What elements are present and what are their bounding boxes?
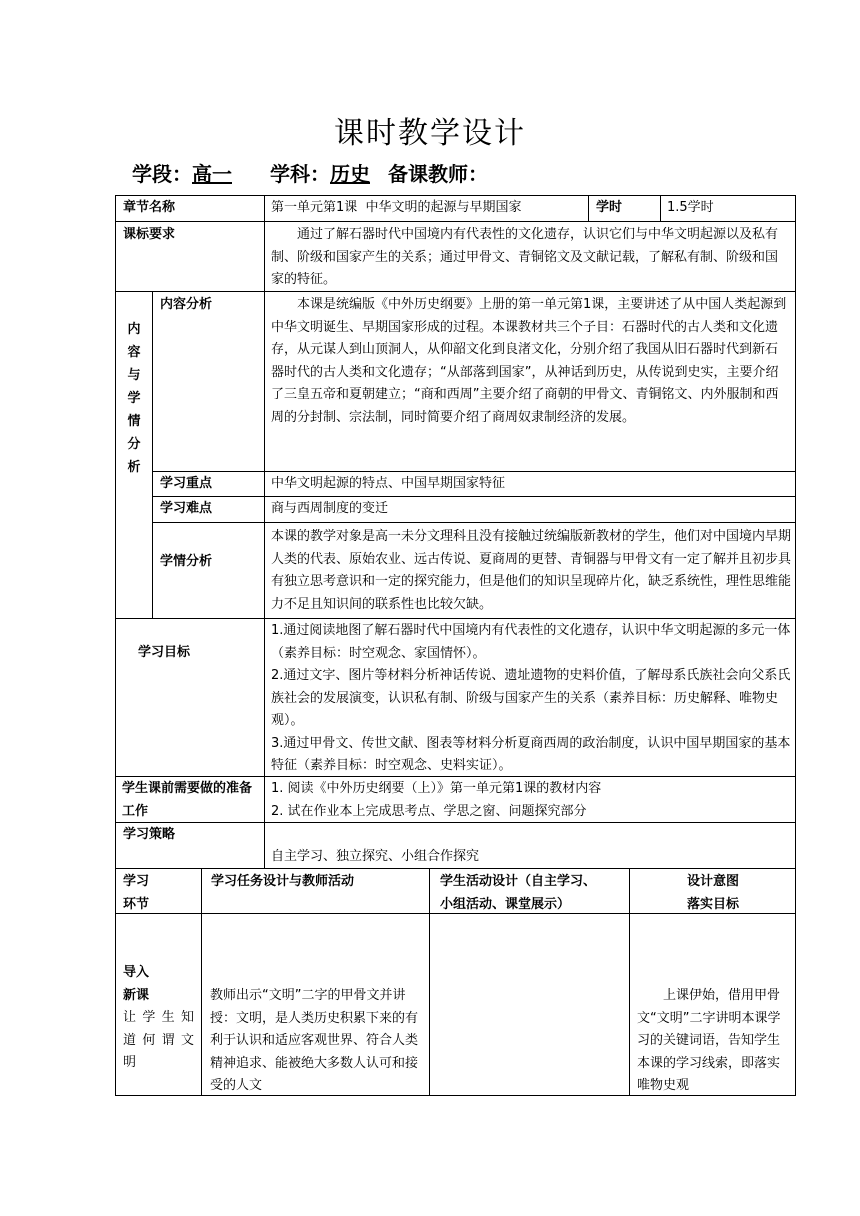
prep-item: 2. 试在作业本上完成思考点、学思之窗、问题探究部分 <box>271 803 587 819</box>
key-points-label: 学习重点 <box>160 476 213 491</box>
period-value: 1.5学时 <box>667 200 714 215</box>
learner-analysis-value: 本课的教学对象是高一未分文理科且没有接触过统编版新教材的学生，他们对中国境内早期人类的代表、原始农业、远古传说、夏商周的更替、青铜器与甲骨文有一定了解并且初步具有独立思考意识和一定的探究能力，但是他们的知识呈现碎片化，缺乏系统性，理性思维能力不足且知识间的联系性也比较欠缺。 <box>271 529 792 612</box>
difficulty-value: 商与西周制度的变迁 <box>271 501 389 516</box>
row1-intent: 上课伊始，借用甲骨文“文明”二字讲明本课学习的关键词语，告知学生本课的学习线索，即落实唯物史观 <box>637 988 781 1093</box>
standard-value: 通过了解石器时代中国境内有代表性的文化遗存，认识它们与中华文明起源以及私有制、阶级和国家产生的关系；通过甲骨文、青铜铭文及文献记载，了解私有制、阶级和国家的特征。 <box>271 227 779 287</box>
difficulty-label: 学习难点 <box>160 501 213 516</box>
chapter-value: 第一单元第1课 中华文明的起源与早期国家 <box>271 200 522 215</box>
content-analysis-label: 内容分析 <box>160 297 213 312</box>
col-header-stage: 学习 环节 <box>123 874 150 912</box>
period-label: 学时 <box>596 200 623 215</box>
page-title: 课时教学设计 <box>334 116 526 151</box>
content-analysis-value: 本课是统编版《中外历史纲要》上册的第一单元第1课，主要讲述了从中国人类起源到中华文明诞生、早期国家形成的过程。本课教材共三个子目：石器时代的古人类和文化遗存，从元谋人到山顶洞人，从仰韶文化到良渚文化，分别介绍了我国从旧石器时代到新石器时代的古人类和文化遗存；“从部落到国家”，从神话到历史，从传说到史实，主要介绍了三皇五帝和夏朝建立；“商和西周”主要介绍了商朝的甲骨文、青铜铭文、内外服制和西周的分封制、宗法制，同时简要介绍了商周奴隶制经济的发展。 <box>271 297 787 425</box>
subject-label: 学科： <box>270 162 330 186</box>
chapter-label: 章节名称 <box>123 200 176 215</box>
row1-stage-title: 导入 新课 <box>123 965 150 1003</box>
goal-item: 1.通过阅读地图了解石器时代中国境内有代表性的文化遗存，认识中华文明起源的多元一体（素养目标：时空观念、家国情怀）。 <box>271 623 791 661</box>
strategy-value: 自主学习、独立探究、小组合作探究 <box>271 849 480 864</box>
header-line <box>132 158 488 187</box>
col-header-student: 学生活动设计（自主学习、 小组活动、课堂展示） <box>440 874 597 912</box>
teacher-label: 备课教师： <box>388 162 488 186</box>
col-header-task: 学习任务设计与教师活动 <box>211 874 355 889</box>
goal-item: 2.通过文字、图片等材料分析神话传说、遗址遗物的史料价值，了解母系氏族社会向父系氏族社会的发展演变，认识私有制、阶级与国家产生的关系（素养目标：历史解释、唯物史观）。 <box>271 668 791 728</box>
section-label-content-and-learner: 内 容 与 学 情 分 析 <box>127 322 141 475</box>
row1-task: 教师出示“文明”二字的甲骨文并讲授：文明，是人类历史积累下来的有利于认识和适应客观世界、符合人类精神追求、能被绝大多数人认可和接受的人文 <box>210 988 419 1093</box>
prep-label: 学生课前需要做的准备工作 <box>122 781 253 819</box>
learner-analysis-label: 学情分析 <box>160 554 213 569</box>
stage-value: 高一 <box>192 162 232 186</box>
prep-list <box>271 778 791 823</box>
prep-item: 1. 阅读《中外历史纲要（上）》第一单元第1课的教材内容 <box>271 781 602 796</box>
goal-item: 3.通过甲骨文、传世文献、图表等材料分析夏商西周的政治制度，认识中国早期国家的基本特征（素养目标：时空观念、史料实证）。 <box>271 735 791 773</box>
subject-value: 历史 <box>330 162 370 186</box>
stage-label: 学段： <box>132 162 192 186</box>
strategy-label: 学习策略 <box>123 827 176 842</box>
goals-label: 学习目标 <box>138 645 191 660</box>
standard-label: 课标要求 <box>123 227 176 242</box>
goals-list <box>271 620 791 778</box>
key-points-value: 中华文明起源的特点、中国早期国家特征 <box>271 476 506 491</box>
col-header-intent: 设计意图 落实目标 <box>686 874 739 912</box>
row1-stage-desc: 让学生知道何谓文明 <box>123 1010 197 1070</box>
